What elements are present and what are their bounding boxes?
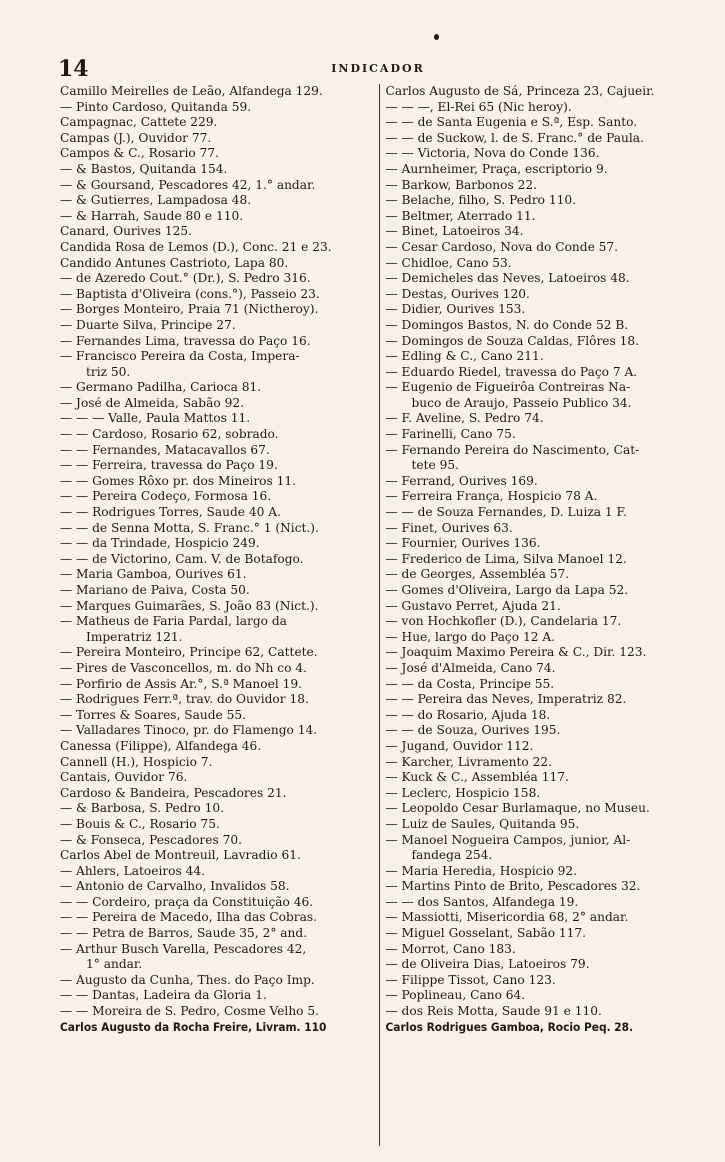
directory-entry: — Borges Monteiro, Praia 71 (Nictheroy). xyxy=(60,302,319,317)
directory-entry: Cannell (H.), Hospicio 7. xyxy=(60,754,213,769)
directory-entry: — Duarte Silva, Principe 27. xyxy=(60,317,236,332)
directory-entry: — Francisco Pereira da Costa, Impera- xyxy=(60,349,300,364)
directory-entry: — — de Souza, Ourives 195. xyxy=(385,723,561,738)
directory-entry: — — de Souza Fernandes, D. Luiza 1 F. xyxy=(385,505,627,520)
directory-entry: — Cesar Cardoso, Nova do Conde 57. xyxy=(385,239,619,254)
directory-entry: — — Pereira das Neves, Imperatriz 82. xyxy=(385,692,627,707)
directory-entry: Canard, Ourives 125. xyxy=(60,224,193,239)
directory-entry: — — Ferreira, travessa do Paço 19. xyxy=(60,458,278,473)
directory-entry: — Leopoldo Cesar Burlamaque, no Museu. xyxy=(385,801,650,816)
directory-entry: — de Oliveira Dias, Latoeiros 79. xyxy=(385,957,590,972)
directory-entry: — Domingos de Souza Caldas, Flôres 18. xyxy=(385,333,640,348)
directory-entry: — — do Rosario, Ajuda 18. xyxy=(385,707,551,722)
directory-entry: — — de Suckow, l. de S. Franc.° de Paula. xyxy=(385,130,644,145)
directory-columns xyxy=(60,84,700,1146)
directory-entry: Campagnac, Cattete 229. xyxy=(60,115,218,130)
directory-entry: Carlos Abel de Montreuil, Lavradio 61. xyxy=(60,848,301,863)
directory-entry: — Manoel Nogueira Campos, junior, Al- xyxy=(385,832,631,847)
directory-entry: — — Victoria, Nova do Conde 136. xyxy=(385,146,600,161)
directory-entry: — Valladares Tinoco, pr. do Flamengo 14. xyxy=(60,723,318,738)
directory-entry: — — de Victorino, Cam. V. de Botafogo. xyxy=(60,551,304,566)
directory-entry: — Baptista d'Oliveira (cons.°), Passeio 23. xyxy=(60,286,320,301)
directory-entry-continuation: buco de Araujo, Passeio Publico 34. xyxy=(411,395,632,410)
directory-entry: — — Cordeiro, praça da Constituição 46. xyxy=(60,894,314,909)
directory-entry: — Augusto da Cunha, Thes. do Paço Imp. xyxy=(60,972,315,987)
directory-entry: — dos Reis Motta, Saude 91 e 110. xyxy=(385,1004,602,1019)
directory-entry: — de Georges, Assembléa 57. xyxy=(385,567,570,582)
directory-entry: — Pinto Cardoso, Quitanda 59. xyxy=(60,99,252,114)
directory-entry: — Torres & Soares, Saude 55. xyxy=(60,707,247,722)
directory-entry: — José d'Almeida, Cano 74. xyxy=(385,660,556,675)
running-title: INDICADOR xyxy=(331,62,425,75)
directory-entry: — José de Almeida, Sabão 92. xyxy=(60,395,244,410)
directory-entry: — Hue, largo do Paço 12 A. xyxy=(385,629,556,644)
directory-entry: — — — Valle, Paula Mattos 11. xyxy=(60,411,251,426)
directory-entry: Carlos Augusto de Sá, Princeza 23, Cajueir. xyxy=(385,84,655,98)
directory-entry: — & Barbosa, S. Pedro 10. xyxy=(60,801,224,816)
page-header xyxy=(58,56,698,82)
directory-entry: — Fernandes Lima, travessa do Paço 16. xyxy=(60,333,311,348)
directory-entry: — Filippe Tissot, Cano 123. xyxy=(385,972,556,987)
directory-entry-continuation: Imperatriz 121. xyxy=(86,629,183,644)
directory-entry: — — Pereira de Macedo, Ilha das Cobras. xyxy=(60,910,318,925)
directory-entry: Campas (J.), Ouvidor 77. xyxy=(60,130,212,145)
directory-entry: — — Gomes Rôxo pr. dos Mineiros 11. xyxy=(60,473,297,488)
directory-entry: Camillo Meirelles de Leão, Alfandega 129. xyxy=(60,84,323,98)
directory-entry: Cardoso & Bandeira, Pescadores 21. xyxy=(60,785,287,800)
directory-entry: Carlos Augusto da Rocha Freire, Livram. 110 xyxy=(60,1019,327,1034)
directory-entry: — Miguel Gosselant, Sabão 117. xyxy=(385,926,587,941)
directory-entry: — Leclerc, Hospicio 158. xyxy=(385,785,541,800)
directory-entry: — Germano Padilha, Carioca 81. xyxy=(60,380,262,395)
directory-entry: — Antonio de Carvalho, Invalidos 58. xyxy=(60,879,290,894)
directory-entry: — — dos Santos, Alfandega 19. xyxy=(385,894,579,909)
directory-entry-continuation: tete 95. xyxy=(411,458,459,473)
directory-entry: — Matheus de Faria Pardal, largo da xyxy=(60,614,287,629)
directory-entry: — & Gutierres, Lampadosa 48. xyxy=(60,193,252,208)
directory-entry: — Pires de Vasconcellos, m. do Nh co 4. xyxy=(60,660,307,675)
directory-entry: — & Fonseca, Pescadores 70. xyxy=(60,832,242,847)
directory-entry: — Destas, Ourives 120. xyxy=(385,286,530,301)
directory-entry: — F. Aveline, S. Pedro 74. xyxy=(385,411,544,426)
directory-entry: — Ferreira França, Hospicio 78 A. xyxy=(385,489,598,504)
directory-entry: — Fernando Pereira do Nascimento, Cat- xyxy=(385,442,640,457)
directory-entry: Candida Rosa de Lemos (D.), Conc. 21 e 23. xyxy=(60,239,332,254)
directory-entry: — Didier, Ourives 153. xyxy=(385,302,526,317)
right-column xyxy=(380,84,701,1146)
directory-entry: — Aurnheimer, Praça, escriptorio 9. xyxy=(385,161,608,176)
directory-entry: — Eugenio de Figueirôa Contreiras Na- xyxy=(385,380,631,395)
directory-entry: — & Goursand, Pescadores 42, 1.° andar. xyxy=(60,177,316,192)
directory-entry: Campos & C., Rosario 77. xyxy=(60,146,220,161)
left-column xyxy=(60,84,379,1146)
directory-entry: Canessa (Filippe), Alfandega 46. xyxy=(60,738,262,753)
directory-entry: — Rodrigues Ferr.ª, trav. do Ouvidor 18. xyxy=(60,692,309,707)
directory-entry: — Belache, filho, S. Pedro 110. xyxy=(385,193,576,208)
directory-entry: — Chidloe, Cano 53. xyxy=(385,255,512,270)
directory-entry: — Beltmer, Aterrado 11. xyxy=(385,208,536,223)
directory-entry: Carlos Rodrigues Gamboa, Rocio Peq. 28. xyxy=(385,1019,634,1034)
directory-entry: — Pereira Monteiro, Principe 62, Cattete. xyxy=(60,645,318,660)
directory-entry: — & Harrah, Saude 80 e 110. xyxy=(60,208,244,223)
directory-entry: — Joaquim Maximo Pereira & C., Dir. 123. xyxy=(385,645,647,660)
directory-entry: — Marques Guimarães, S. João 83 (Nict.). xyxy=(60,598,319,613)
directory-entry: — — Fernandes, Matacavallos 67. xyxy=(60,442,270,457)
directory-entry: — Karcher, Livramento 22. xyxy=(385,754,552,769)
directory-entry: — Demicheles das Neves, Latoeiros 48. xyxy=(385,271,630,286)
directory-entry: — — Pereira Codeço, Formosa 16. xyxy=(60,489,272,504)
directory-entry: — Gustavo Perret, Ajuda 21. xyxy=(385,598,561,613)
directory-entry: — — Cardoso, Rosario 62, sobrado. xyxy=(60,427,279,442)
directory-entry-continuation: fandega 254. xyxy=(411,848,493,863)
directory-entry: — Gomes d'Oliveira, Largo da Lapa 52. xyxy=(385,583,629,597)
directory-entry: — Morrot, Cano 183. xyxy=(385,941,516,956)
directory-entry: — Maria Heredia, Hospicio 92. xyxy=(385,863,578,878)
directory-entry: — Luiz de Saules, Quitanda 95. xyxy=(385,816,580,831)
directory-entry: — Edling & C., Cano 211. xyxy=(385,349,544,364)
directory-entry: — Barkow, Barbonos 22. xyxy=(385,177,537,192)
directory-entry: — Eduardo Riedel, travessa do Paço 7 A. xyxy=(385,364,638,379)
directory-entry: — Ahlers, Latoeiros 44. xyxy=(60,863,206,878)
directory-entry: — Ferrand, Ourives 169. xyxy=(385,473,538,488)
directory-entry: — — —, El-Rei 65 (Nic heroy). xyxy=(385,99,572,114)
directory-entry: — — da Trindade, Hospicio 249. xyxy=(60,536,260,551)
directory-entry: — Maria Gamboa, Ourives 61. xyxy=(60,567,247,582)
directory-entry: — — Petra de Barros, Saude 35, 2° and. xyxy=(60,926,308,941)
directory-entry: — Poplineau, Cano 64. xyxy=(385,988,526,1003)
print-mark xyxy=(434,34,439,40)
directory-entry: — Binet, Latoeiros 34. xyxy=(385,224,524,239)
directory-entry: — Fournier, Ourives 136. xyxy=(385,536,541,551)
directory-entry: Candido Antunes Castrioto, Lapa 80. xyxy=(60,255,289,270)
directory-entry: — — Dantas, Ladeira da Gloria 1. xyxy=(60,988,267,1003)
directory-entry: — — da Costa, Principe 55. xyxy=(385,676,555,691)
directory-entry: — Frederico de Lima, Silva Manoel 12. xyxy=(385,551,627,566)
directory-entry: — — de Senna Motta, S. Franc.° 1 (Nict.). xyxy=(60,520,319,535)
directory-entry: — & Bastos, Quitanda 154. xyxy=(60,161,228,176)
directory-entry: — Arthur Busch Varella, Pescadores 42, xyxy=(60,941,307,956)
directory-entry: — Jugand, Ouvidor 112. xyxy=(385,738,534,753)
directory-entry: — Finet, Ourives 63. xyxy=(385,520,513,535)
directory-entry: — Mariano de Paiva, Costa 50. xyxy=(60,583,250,597)
directory-entry: — Kuck & C., Assembléa 117. xyxy=(385,770,569,785)
directory-entry: — von Hochkofler (D.), Candelaria 17. xyxy=(385,614,622,629)
page-number: 14 xyxy=(58,56,89,82)
directory-entry: Cantais, Ouvidor 76. xyxy=(60,770,188,785)
directory-entry: — Farinelli, Cano 75. xyxy=(385,427,516,442)
directory-entry: — Massiotti, Misericordia 68, 2° andar. xyxy=(385,910,629,925)
directory-entry: — — Rodrigues Torres, Saude 40 A. xyxy=(60,505,281,520)
directory-entry: — Domingos Bastos, N. do Conde 52 B. xyxy=(385,317,629,332)
directory-entry: — de Azeredo Cout.° (Dr.), S. Pedro 316. xyxy=(60,271,311,286)
directory-entry-continuation: 1° andar. xyxy=(86,957,143,972)
directory-entry: — Bouis & C., Rosario 75. xyxy=(60,816,220,831)
directory-entry: — Martins Pinto de Brito, Pescadores 32. xyxy=(385,879,641,894)
directory-entry-continuation: triz 50. xyxy=(86,364,131,379)
directory-entry: — — de Santa Eugenia e S.ª, Esp. Santo. xyxy=(385,115,638,130)
directory-entry: — — Moreira de S. Pedro, Cosme Velho 5. xyxy=(60,1004,320,1019)
directory-entry: — Porfirio de Assis Ar.°, S.ª Manoel 19. xyxy=(60,676,302,691)
